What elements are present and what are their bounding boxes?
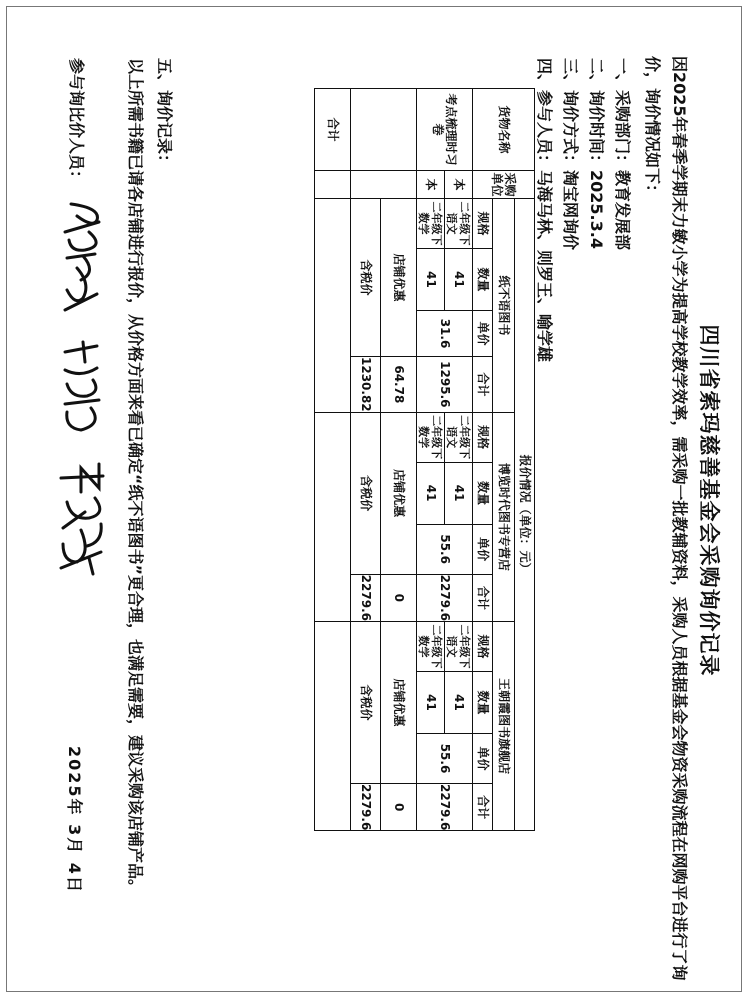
header-unit: 采购单位 bbox=[473, 171, 535, 199]
qty-cell: 41 bbox=[445, 249, 473, 311]
spec-cell: 二年级下语文 bbox=[445, 622, 473, 672]
tax-total-cell: 1230.82 bbox=[351, 357, 381, 413]
spec-cell: 二年级下语文 bbox=[445, 412, 473, 462]
empty-cell bbox=[351, 89, 417, 171]
total-label: 合计 bbox=[315, 89, 351, 171]
info-list bbox=[531, 58, 635, 362]
total-cell: 2279.6 bbox=[417, 784, 473, 831]
sub-qty: 数量 bbox=[473, 249, 493, 311]
goods-name: 考点梳理时习卷 bbox=[417, 89, 473, 171]
document-title: 四川省索玛慈善基金会采购询价记录 bbox=[697, 324, 721, 677]
document-page bbox=[15, 8, 735, 993]
info-item-method: 三、询价方式：淘宝网询价 bbox=[561, 58, 580, 251]
spec-cell: 二年级下语文 bbox=[445, 199, 473, 249]
sub-price: 单价 bbox=[473, 524, 493, 574]
empty-cell bbox=[315, 412, 351, 621]
discount-label: 店铺优惠 bbox=[381, 199, 417, 357]
sub-spec: 规格 bbox=[473, 199, 493, 249]
sub-spec: 规格 bbox=[473, 412, 493, 462]
discount-cell: 64.78 bbox=[381, 357, 417, 413]
spec-cell: 二年级下数学 bbox=[417, 199, 445, 249]
sub-price: 单价 bbox=[473, 311, 493, 357]
price-cell: 55.6 bbox=[417, 524, 473, 574]
empty-cell bbox=[351, 171, 417, 199]
spec-cell: 二年级下数学 bbox=[417, 622, 445, 672]
discount-cell: 0 bbox=[381, 784, 417, 831]
total-cell: 2279.6 bbox=[417, 574, 473, 621]
unit-cell: 本 bbox=[417, 171, 445, 199]
signature-image bbox=[55, 458, 111, 578]
sub-price: 单价 bbox=[473, 734, 493, 784]
tax-label: 含税价 bbox=[351, 622, 381, 784]
sub-spec: 规格 bbox=[473, 622, 493, 672]
header-quote: 报价情况（单位：元） bbox=[515, 199, 535, 831]
qty-cell: 41 bbox=[445, 672, 473, 734]
tax-label: 含税价 bbox=[351, 412, 381, 574]
section-five-heading: 五、询价记录： bbox=[155, 58, 174, 171]
intro-paragraph: 因2025年春季学期末力敏小学为提高学校教学效率，需采购一批教辅资料，采购人员根据基金会物资采购流程在网购平台进行了询价，询价情况如下： bbox=[643, 56, 689, 981]
empty-cell bbox=[315, 622, 351, 831]
tax-total-cell: 2279.6 bbox=[351, 784, 381, 831]
store-name: 王朝霞图书旗舰店 bbox=[493, 622, 515, 831]
qty-cell: 41 bbox=[417, 672, 445, 734]
sub-qty: 数量 bbox=[473, 462, 493, 524]
quote-table bbox=[314, 88, 535, 831]
empty-cell bbox=[315, 199, 351, 413]
signature-image bbox=[55, 338, 111, 438]
price-cell: 55.6 bbox=[417, 734, 473, 784]
signature-image bbox=[55, 198, 111, 318]
qty-cell: 41 bbox=[417, 462, 445, 524]
qty-cell: 41 bbox=[417, 249, 445, 311]
total-cell: 1295.6 bbox=[417, 357, 473, 413]
store-name: 博览时代图书专营店 bbox=[493, 412, 515, 621]
discount-label: 店铺优惠 bbox=[381, 412, 417, 574]
sub-total: 合计 bbox=[473, 574, 493, 621]
header-goods: 货物名称 bbox=[473, 89, 535, 171]
discount-cell: 0 bbox=[381, 574, 417, 621]
price-cell: 31.6 bbox=[417, 311, 473, 357]
qty-cell: 41 bbox=[445, 462, 473, 524]
document-date: 2025年 3月 4日 bbox=[65, 746, 84, 894]
sub-qty: 数量 bbox=[473, 672, 493, 734]
tax-total-cell: 2279.6 bbox=[351, 574, 381, 621]
info-item-participants: 四、参与人员：马海马林、则罗王、喻学雄 bbox=[535, 58, 554, 363]
sub-total: 合计 bbox=[473, 357, 493, 413]
sub-total: 合计 bbox=[473, 784, 493, 831]
tax-label: 含税价 bbox=[351, 199, 381, 357]
unit-cell: 本 bbox=[445, 171, 473, 199]
empty-cell bbox=[315, 171, 351, 199]
conclusion-paragraph: 以上所需书籍已请各店铺进行报价，从价格方面来看已确定“纸不语图书”更合理，也满足需要，建议采购该店铺产品。 bbox=[126, 58, 145, 896]
info-item-department: 一、采购部门：教育发展部 bbox=[613, 58, 632, 251]
signers-label: 参与询比价人员： bbox=[67, 58, 86, 187]
info-item-time: 二、询价时间：2025.3.4 bbox=[587, 58, 606, 249]
store-name: 纸不语图书 bbox=[493, 199, 515, 413]
spec-cell: 二年级下数学 bbox=[417, 412, 445, 462]
discount-label: 店铺优惠 bbox=[381, 622, 417, 784]
